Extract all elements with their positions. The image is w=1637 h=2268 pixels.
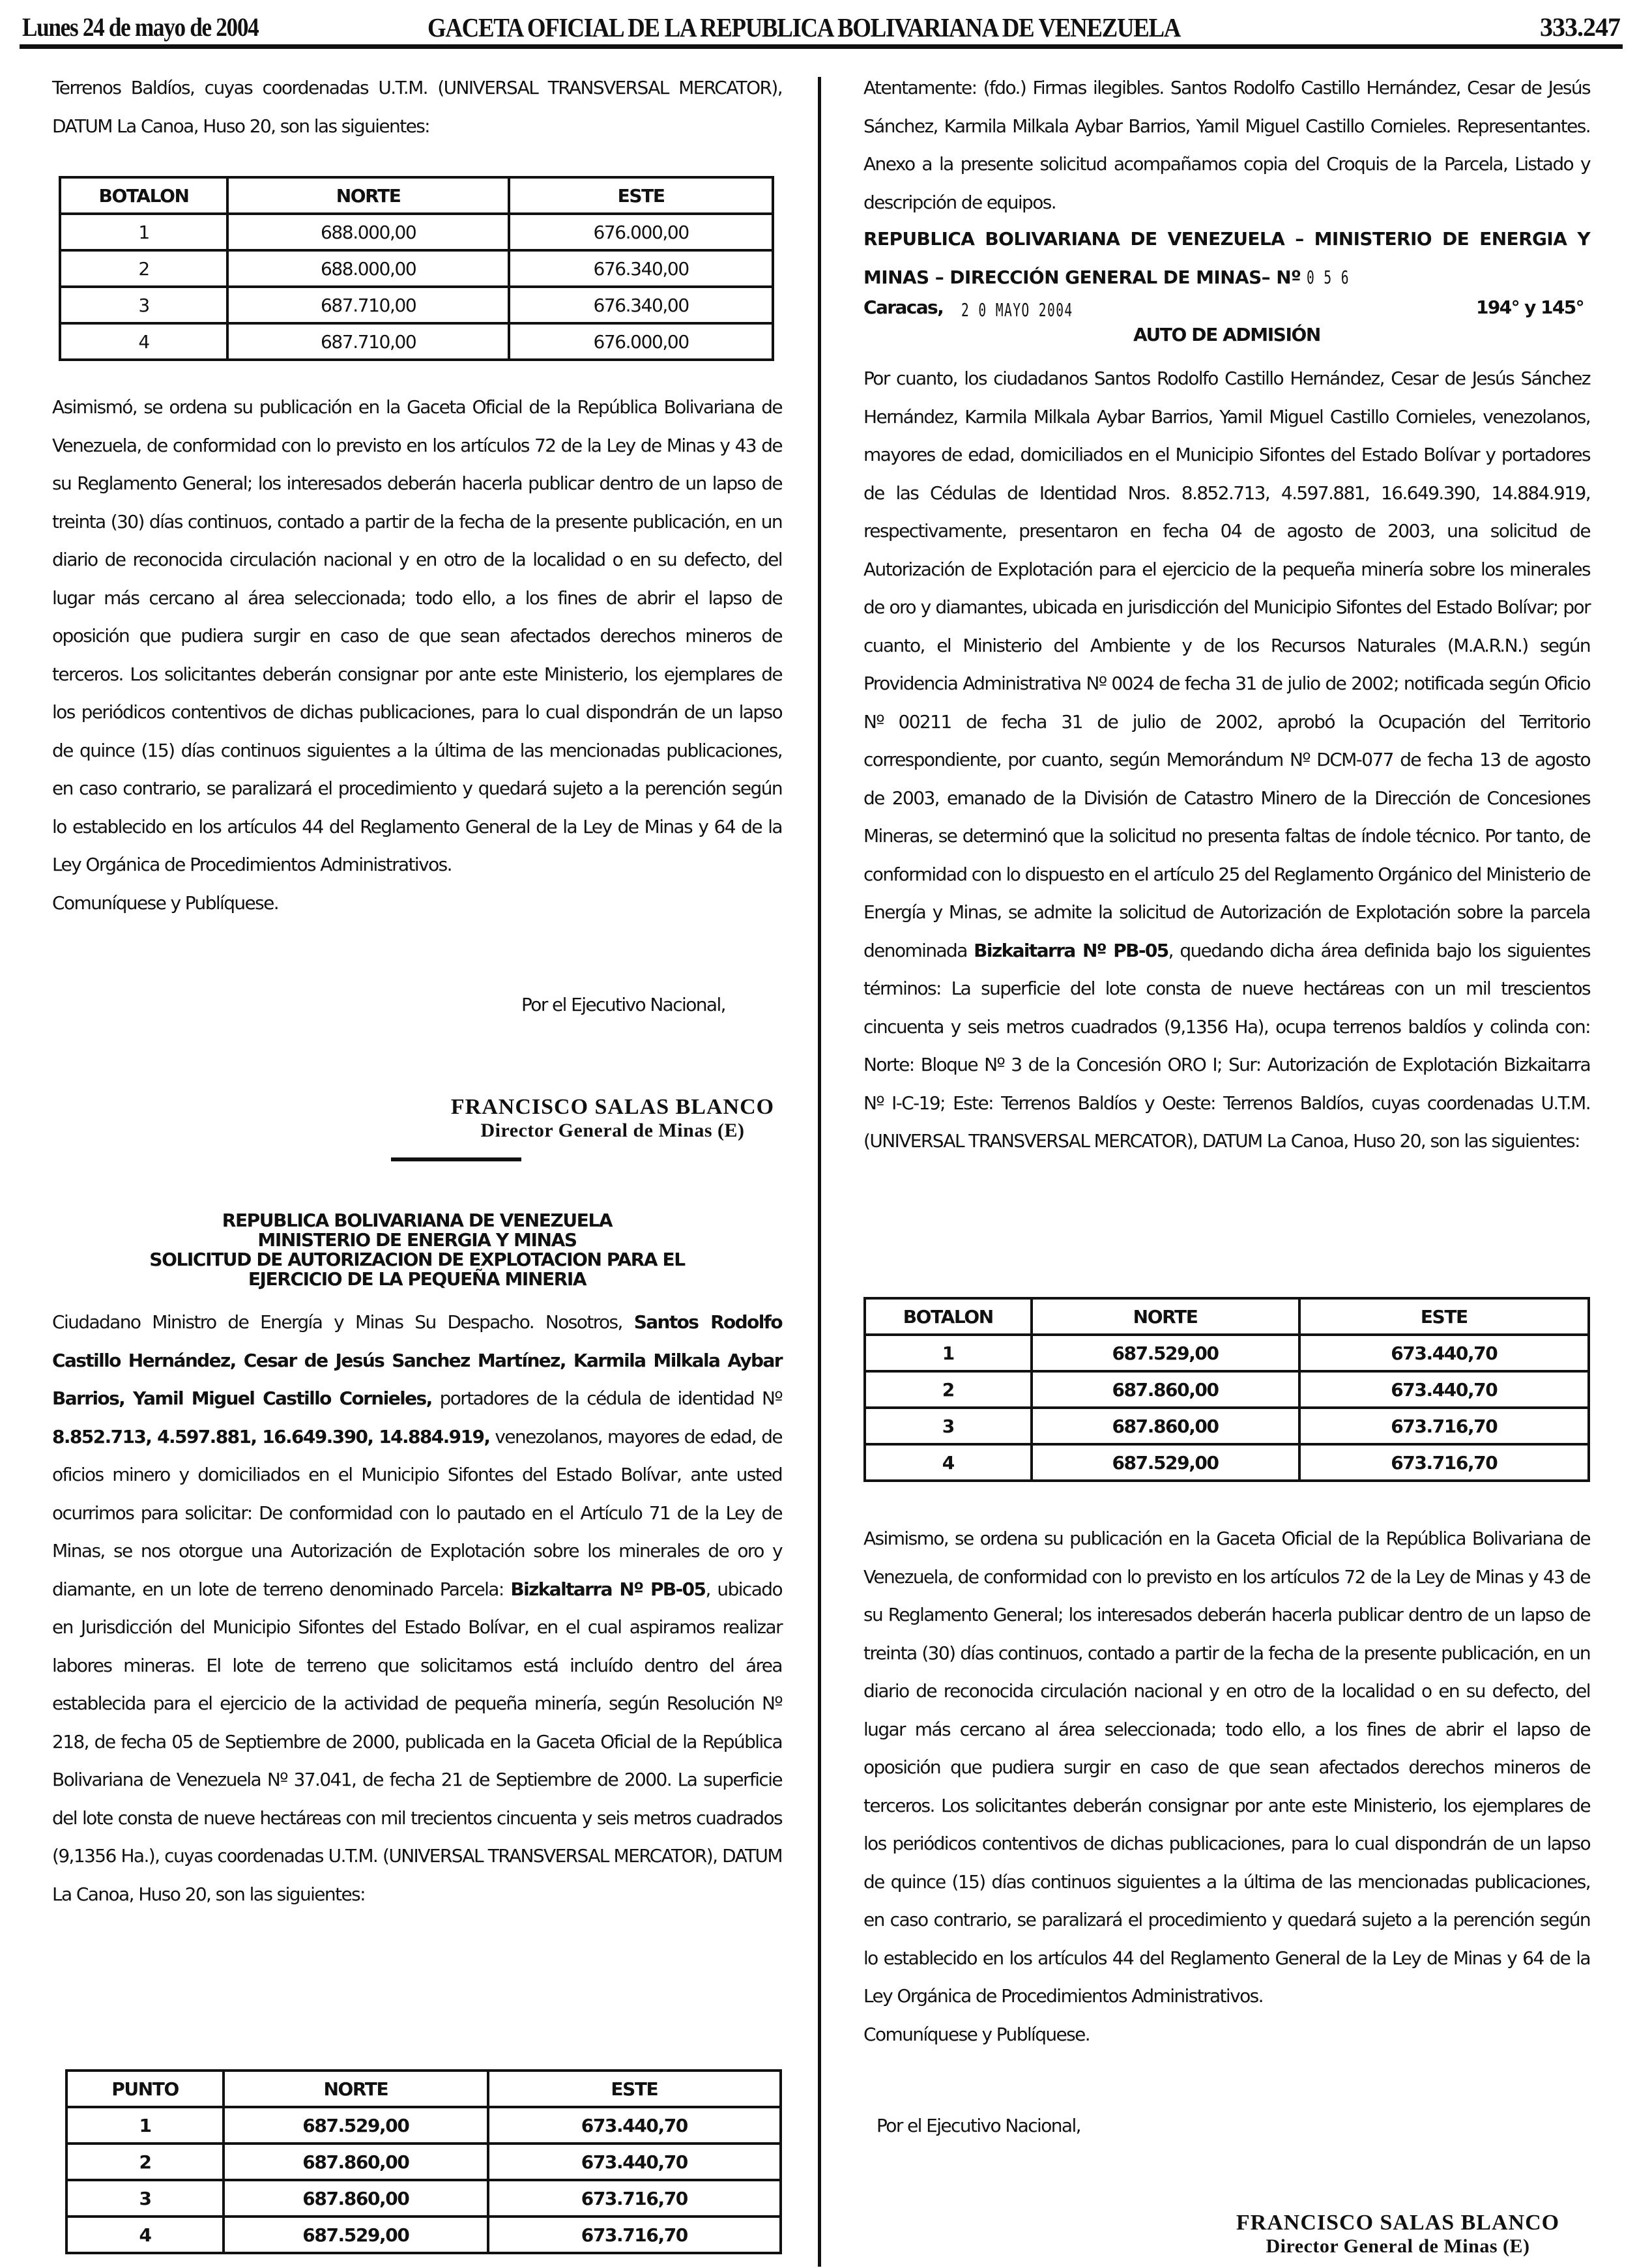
table-cell: 4 [66,2217,224,2253]
years: 194° y 145° [1475,297,1584,318]
table-header-row [865,1298,1589,1335]
table-header-row [66,2071,781,2107]
table-cell: 676.340,00 [509,250,773,287]
request-heading [52,1211,782,1289]
table-row [66,2180,781,2217]
table-cell: 3 [865,1408,1032,1444]
applicant-names: Santos Rodolfo Castillo Hernández, Cesar de Jesús Sanchez Martínez, Karmila Milkala Aybar Barrios, Yamil Miguel Castillo Cornieles, [52,1311,782,1409]
right-publication-order [863,1520,1590,2054]
table-cell: 3 [66,2180,224,2217]
signatory-name: FRANCISCO SALAS BLANCO [1236,2211,1560,2235]
publication-title: GACETA OFICIAL DE LA REPUBLICA BOLIVARIANA DE VENEZUELA [427,12,1181,42]
table-cell: 687.710,00 [227,323,509,360]
left-table-botalon [59,176,774,361]
table-row [66,2144,781,2180]
table-cell: 688.000,00 [227,250,509,287]
heading-line: MINISTERIO DE ENERGIA Y MINAS [257,1229,577,1251]
left-publication-order [52,388,782,922]
right-closing [863,69,1590,222]
table-cell: 687.860,00 [1032,1408,1299,1444]
table-cell: 687.529,00 [224,2107,488,2144]
resolution-number-stamp: 0 5 6 [1307,266,1350,288]
table-cell: 673.716,70 [488,2217,781,2253]
table-cell: 687.710,00 [227,287,509,323]
table-row [60,214,773,250]
auto-title: AUTO DE ADMISIÓN [1133,324,1320,345]
column-header: ESTE [509,177,773,214]
table-cell: 676.340,00 [509,287,773,323]
column-header: BOTALON [60,177,227,214]
table-header-row [60,177,773,214]
table-cell: 1 [865,1335,1032,1371]
column-header: ESTE [1299,1298,1589,1335]
parcel-name: Bizkaltarra Nº PB-05 [510,1578,706,1600]
city: Caracas, [863,297,944,318]
closing-formula: Comuníquese y Publíquese. [52,892,279,914]
table-row [865,1444,1589,1481]
ministry-header [863,220,1590,297]
table-cell: 687.860,00 [224,2144,488,2180]
table-cell: 673.440,70 [1299,1335,1589,1371]
table-cell: 673.716,70 [1299,1408,1589,1444]
coordinates-table [65,2069,782,2254]
signatory-title: Director General de Minas (E) [480,1120,745,1141]
column-header: BOTALON [865,1298,1032,1335]
heading-line: SOLICITUD DE AUTORIZACION DE EXPLOTACION PARA EL [149,1249,685,1270]
masthead [18,9,1620,43]
table-cell: 1 [66,2107,224,2144]
by-executive-text: Por el Ejecutivo Nacional, [876,2115,1080,2136]
table-cell: 4 [60,323,227,360]
right-signature [1202,2211,1593,2258]
identity-numbers: 8.852.713, 4.597.881, 16.649.390, 14.884.919, [52,1425,490,1447]
table-row [60,323,773,360]
left-intro [52,69,782,145]
by-executive-line [876,2115,1202,2136]
table-cell: 688.000,00 [227,214,509,250]
table-cell: 687.860,00 [1032,1371,1299,1408]
coordinates-table [863,1297,1590,1482]
column-header: NORTE [227,177,509,214]
ministry-header-text: REPUBLICA BOLIVARIANA DE VENEZUELA – MINISTERIO DE ENERGIA Y MINAS – DIRECCIÓN GENERAL DE MINAS– Nº [863,228,1590,288]
publication-order-paragraph: Asimismó, se ordena su publicación en la Gaceta Oficial de la República Bolivariana de Venezuela, de conformidad con lo previsto en los artículos 72 de la Ley de Minas y 43 de su Reglamento General; los interesados deberán hacerla publicar dentro de un lapso de treinta (30) días continuos, contado a partir de la fecha de la presente publicación, en un diario de reconocida circulación nacional y en otro de la localidad o en su defecto, del lugar más cercano al área seleccionada; todo ello, a los fines de abrir el lapso de oposición que pudiera surgir en caso de que sean afectados derechos mineros de terceros. Los solicitantes deberán consignar por ante este Ministerio, los ejemplares de los periódicos contentivos de dichas publicaciones, para lo cual dispondrán de un lapso de quince (15) días continuos siguientes a la última de las mencionadas publicaciones, en caso contrario, se paralizará el procedimiento y quedará sujeto a la perención según lo establecido en los artículos 44 del Reglamento General de la Ley de Minas y 64 de la Ley Orgánica de Procedimientos Administrativos. [52,396,782,875]
table-cell: 673.440,70 [488,2144,781,2180]
table-cell: 2 [66,2144,224,2180]
column-header: NORTE [1032,1298,1299,1335]
left-table-punto [65,2069,782,2254]
table-cell: 687.860,00 [224,2180,488,2217]
column-header: PUNTO [66,2071,224,2107]
text-run: Por cuanto, los ciudadanos Santos Rodolfo Castillo Hernández, Cesar de Jesús Sánchez Hernández, Karmila Milkala Aybar Barrios, Yamil Miguel Castillo Cornieles, venezolanos, mayores de edad, domiciliados en el Municipio Sifontes del Estado Bolívar y portadores de las Cédulas de Identidad Nros. 8.852.713, 4.597.881, 16.649.390, 14.884.919, respectivamente, presentaron en fecha 04 de agosto de 2003, una solicitud de Autorización de Explotación para el ejercicio de la pequeña minería sobre los minerales de oro y diamantes, ubicada en jurisdicción del Municipio Sifontes del Estado Bolívar; por cuanto, el Ministerio del Ambiente y de los Recursos Naturales (M.A.R.N.) según Providencia Administrativa Nº 0024 de fecha 31 de julio de 2002; notificada según Oficio Nº 00211 de fecha 31 de julio de 2002, aprobó la Ocupación del Territorio correspondiente, por cuanto, según Memorándum Nº DCM-077 de fecha 13 de agosto de 2003, emanado de la División de Catastro Minero de la Dirección de Concesiones Mineras, se determinó que la solicitud no presenta faltas de índole técnico. Por tanto, de conformidad con lo dispuesto en el artículo 25 del Reglamento Orgánico del Ministerio de Energía y Minas, se admite la solicitud de Autorización de Explotación sobre la parcela denominada [863,368,1590,961]
text-run: Ciudadano Ministro de Energía y Minas Su Despacho. Nosotros, [52,1311,634,1333]
heading-line: REPUBLICA BOLIVARIANA DE VENEZUELA [222,1210,613,1231]
text-run: , ubicado en Jurisdicción del Municipio Sifontes del Estado Bolívar, en el cual aspiramos realizar labores mineras. El lote de terreno que solicitamos está incluído dentro del área establecida para el ejercicio de la actividad de pequeña minería, según Resolución Nº 218, de fecha 05 de Septiembre de 2000, publicada en la Gaceta Oficial de la República Bolivariana de Venezuela Nº 37.041, de fecha 21 de Septiembre de 2000. La superficie del lote consta de nueve hectáreas con mil trecientos cincuenta y seis metros cuadrados (9,1356 Ha.), cuyas coordenadas U.T.M. (UNIVERSAL TRANSVERSAL MERCATOR), DATUM La Canoa, Huso 20, son las siguientes: [52,1578,782,1905]
page-number: 333.247 [1540,12,1620,42]
resolution-header [863,220,1590,345]
table-cell: 673.716,70 [1299,1444,1589,1481]
table-cell: 673.440,70 [1299,1371,1589,1408]
text-run: , quedando dicha área definida bajo los siguientes términos: La superficie del lote consta de nueve hectáreas con un mil trescientos cincuenta y seis metros cuadrados (9,1356 Ha), ocupa terrenos baldíos y colinda con: Norte: Bloque Nº 3 de la Concesión ORO I; Sur: Autorización de Explotación Bizkaitarra Nº I-C-19; Este: Terrenos Baldíos y Oeste: Terrenos Baldíos, cuyas coordenadas U.T.M. (UNIVERSAL TRANSVERSAL MERCATOR), DATUM La Canoa, Huso 20, son las siguientes: [863,939,1590,1152]
table-cell: 687.529,00 [1032,1444,1299,1481]
date-stamp: 2 0 MAYO 2004 [961,299,1073,321]
table-cell: 1 [60,214,227,250]
table-cell: 673.440,70 [488,2107,781,2144]
by-executive-text: Por el Ejecutivo Nacional, [521,994,725,1015]
request-paragraph [52,1303,782,1913]
masthead-rule [20,44,1623,49]
table-row [66,2217,781,2253]
signatory-title: Director General de Minas (E) [1266,2235,1530,2257]
parcel-name: Bizkaitarra Nº PB-05 [974,939,1168,961]
issue-date: Lunes 24 de mayo de 2004 [22,12,259,42]
table-cell: 687.529,00 [1032,1335,1299,1371]
column-header: ESTE [488,2071,781,2107]
signatory-name: FRANCISCO SALAS BLANCO [450,1095,775,1119]
text-run: portadores de la cédula de identidad Nº [431,1388,782,1409]
table-row [865,1371,1589,1408]
table-cell: 2 [865,1371,1032,1408]
column-header: NORTE [224,2071,488,2107]
table-row [865,1408,1589,1444]
right-table-botalon [863,1297,1590,1482]
city-date-line [863,297,1590,329]
by-executive-line [521,994,782,1015]
table-row [60,250,773,287]
table-cell: 687.529,00 [224,2217,488,2253]
left-signature [417,1095,808,1142]
coordinates-intro-text: Terrenos Baldíos, cuyas coordenadas U.T.M. (UNIVERSAL TRANSVERSAL MERCATOR), DATUM La Canoa, Huso 20, son las siguientes: [52,77,782,137]
table-cell: 2 [60,250,227,287]
text-run: venezolanos, mayores de edad, de oficios minero y domiciliados en el Municipio Sifontes del Estado Bolívar, ante usted ocurrimos para solicitar: De conformidad con lo pautado en el Artículo 71 de la Ley de Minas, se nos otorgue una Autorización de Explotación sobre los minerales de oro y diamante, en un lote de terreno denominado Parcela: [52,1425,783,1600]
column-divider [818,77,821,2267]
table-cell: 4 [865,1444,1032,1481]
signatures-paragraph: Atentamente: (fdo.) Firmas ilegibles. Santos Rodolfo Castillo Hernández, Cesar de Jesús Sánchez, Karmila Milkala Aybar Barrios, Yamil Miguel Castillo Cornieles. Representantes. Anexo a la presente solicitud acompañamos copia del Croquis de la Parcela, Listado y descripción de equipos. [863,77,1590,213]
table-cell: 676.000,00 [509,323,773,360]
heading-line: EJERCICIO DE LA PEQUEÑA MINERIA [248,1268,587,1290]
admission-paragraph [863,360,1590,1161]
table-row [66,2107,781,2144]
table-cell: 676.000,00 [509,214,773,250]
separator-rule [391,1157,521,1161]
table-cell: 673.716,70 [488,2180,781,2217]
table-row [60,287,773,323]
table-cell: 3 [60,287,227,323]
closing-formula: Comuníquese y Publíquese. [863,2023,1090,2045]
request-body [52,1303,782,1913]
publication-order-paragraph: Asimismo, se ordena su publicación en la Gaceta Oficial de la República Bolivariana de Venezuela, de conformidad con lo previsto en los artículos 72 de la Ley de Minas y 43 de su Reglamento General; los interesados deberán hacerla publicar dentro de un lapso de treinta (30) días continuos, contado a partir de la fecha de la presente publicación, en un diario de reconocida circulación nacional y en otro de la localidad o en su defecto, del lugar más cercano al área seleccionada; todo ello, a los fines de abrir el lapso de oposición que pudiera surgir en caso de que sean afectados derechos mineros de terceros. Los solicitantes deberán consignar por ante este Ministerio, los ejemplares de los periódicos contentivos de dichas publicaciones, para lo cual dispondrán de un lapso de quince (15) días continuos siguientes a la última de las mencionadas publicaciones, en caso contrario, se paralizará el procedimiento y quedará sujeto a la perención según lo establecido en los artículos 44 del Reglamento General de la Ley de Minas y 64 de la Ley Orgánica de Procedimientos Administrativos. [863,1528,1590,2007]
table-row [865,1335,1589,1371]
coordinates-table [59,176,774,361]
admission-body [863,360,1590,1161]
